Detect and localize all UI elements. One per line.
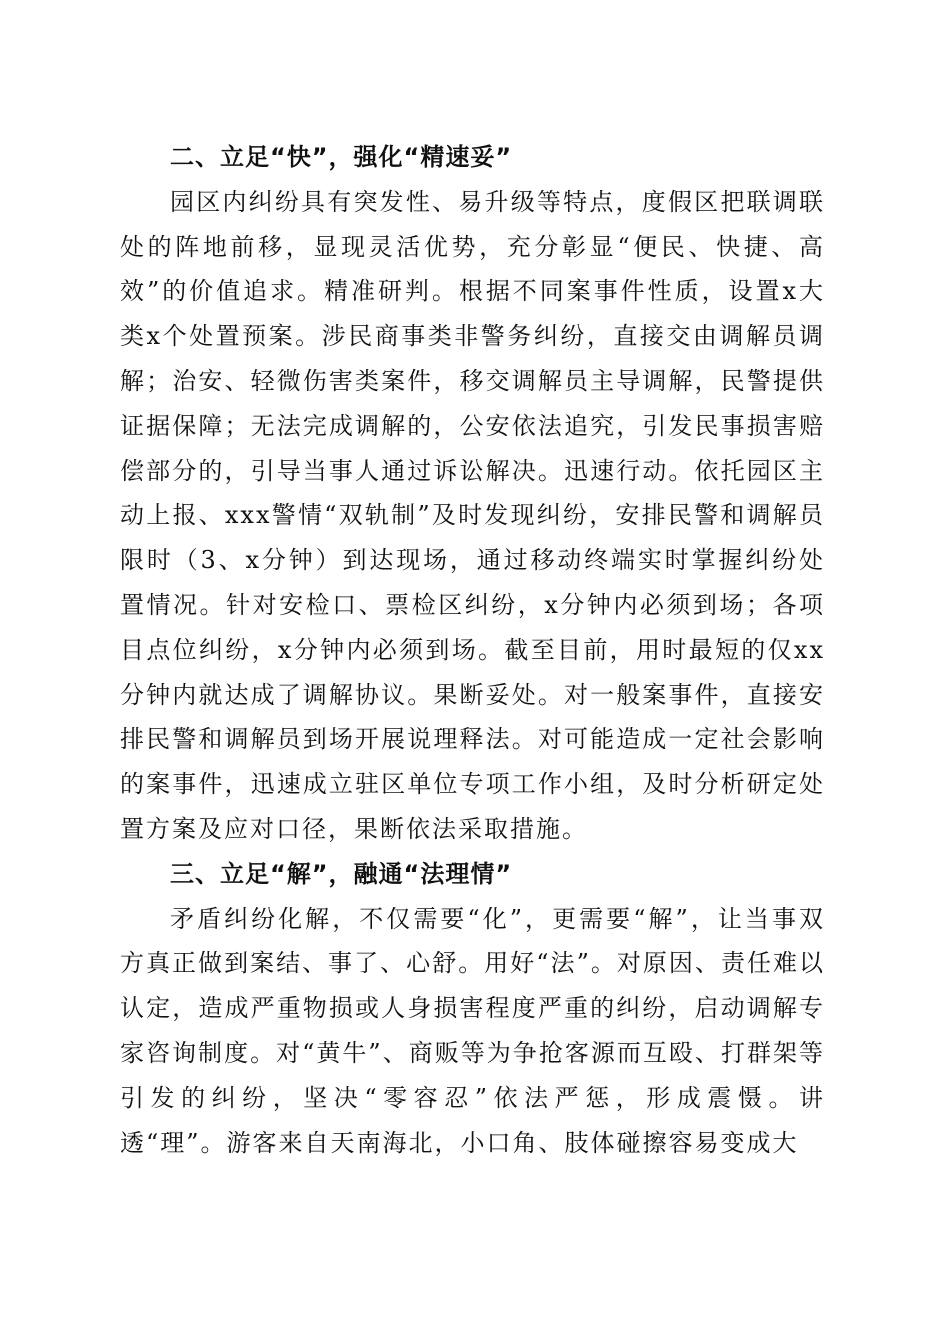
section-paragraph: 园区内纠纷具有突发性、易升级等特点，度假区把联调联处的阵地前移，显现灵活优势，充分彰显“便民、快捷、高效”的价值追求。精准研判。根据不同案事件性质，设置x大类x个处置预案。涉民商事类非警务纠纷，直接交由调解员调解；治安、轻微伤害类案件，移交调解员主导调解，民警提供证据保障；无法完成调解的，公安依法追究，引发民事损害赔偿部分的，引导当事人通过诉讼解决。迅速行动。依托园区主动上报、xxx警情“双轨制”及时发现纠纷，安排民警和调解员限时（3、x分钟）到达现场，通过移动终端实时掌握纠纷处置情况。针对安检口、票检区纠纷，x分钟内必须到场；各项目点位纠纷，x分钟内必须到场。截至目前，用时最短的仅xx分钟内就达成了调解协议。果断妥处。对一般案事件，直接安排民警和调解员到场开展说理释法。对可能造成一定社会影响的案事件，迅速成立驻区单位专项工作小组，及时分析研定处置方案及应对口径，果断依法采取措施。 (120, 187, 825, 843)
section-heading: 三、立足“解”，融通“法理情” (170, 859, 513, 888)
section-paragraph: 矛盾纠纷化解，不仅需要“化”，更需要“解”，让当事双方真正做到案结、事了、心舒。用好“法”。对原因、责任难以认定，造成严重物损或人身损害程度严重的纠纷，启动调解专家咨询制度。对“黄牛”、商贩等为争抢客源而互殴、打群架等引发的纠纷，坚决“零容忍”依法严惩，形成震慑。讲透“理”。游客来自天南海北，小口角、肢体碰擦容易变成大 (120, 904, 825, 1157)
section-heading: 二、立足“快”，强化“精速妥” (170, 143, 513, 171)
document-body (120, 135, 825, 1165)
